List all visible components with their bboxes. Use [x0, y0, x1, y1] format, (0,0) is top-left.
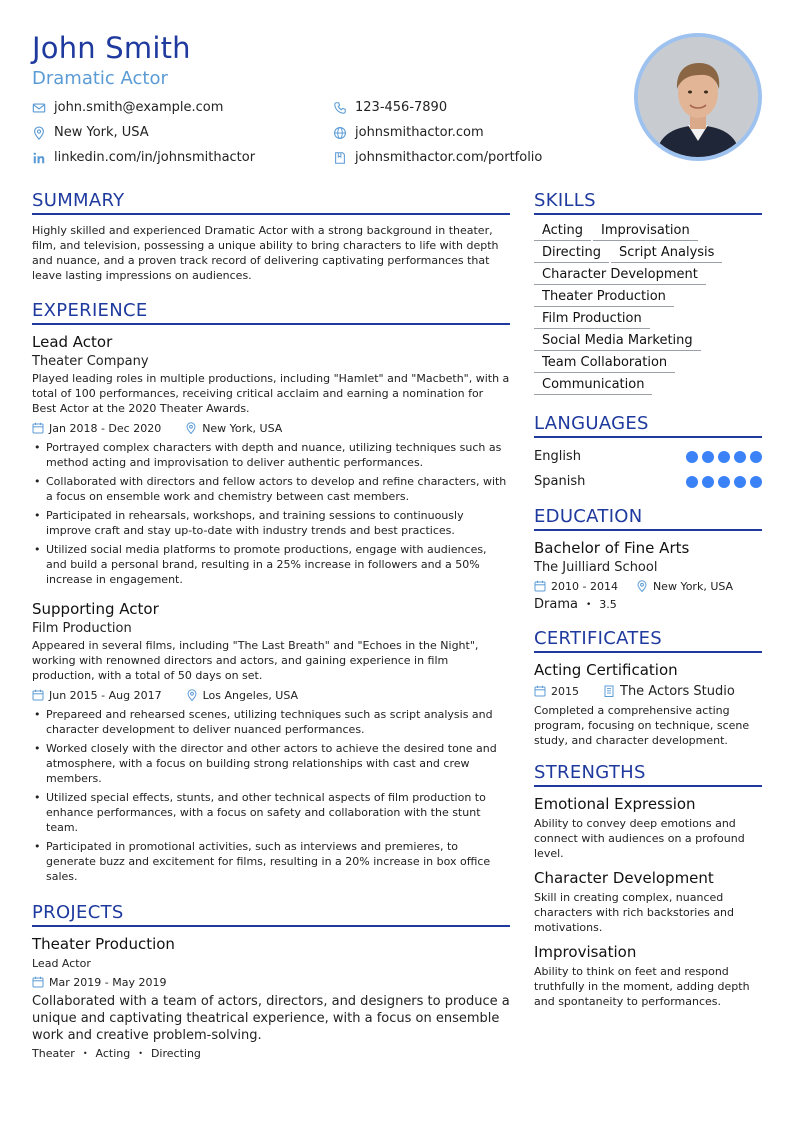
language-row — [534, 444, 762, 469]
level-dot — [734, 451, 746, 463]
language-level — [686, 451, 762, 463]
level-dot — [702, 476, 714, 488]
project-tags — [32, 1047, 510, 1060]
contact-text: john.smith@example.com — [54, 100, 224, 115]
skill-tag: Communication — [534, 377, 652, 395]
school: The Juilliard School — [534, 560, 658, 575]
project-entry — [32, 935, 510, 1060]
skill-tag: Directing — [534, 245, 609, 263]
level-dot — [750, 476, 762, 488]
skills-heading: SKILLS — [534, 190, 762, 215]
project-meta — [32, 974, 510, 990]
skill-tag: Acting — [534, 223, 591, 241]
level-dot — [702, 451, 714, 463]
experience-heading: EXPERIENCE — [32, 300, 510, 325]
summary-heading: SUMMARY — [32, 190, 510, 215]
phone-icon — [333, 101, 347, 115]
project-role: Lead Actor — [32, 957, 91, 970]
strength-title: Improvisation — [534, 943, 637, 961]
contact-text: New York, USA — [54, 125, 149, 140]
level-dot — [750, 451, 762, 463]
certificate-entry — [534, 661, 762, 748]
linkedin-icon — [32, 151, 46, 165]
skill-tag: Improvisation — [593, 223, 698, 241]
certificate-name: Acting Certification — [534, 661, 678, 679]
education-location: New York, USA — [652, 579, 734, 593]
education-meta — [534, 578, 762, 594]
separator: • — [585, 599, 592, 610]
strength-title: Emotional Expression — [534, 795, 696, 813]
languages-list — [534, 444, 762, 494]
education-entry — [534, 539, 762, 612]
strength-item — [534, 943, 762, 1009]
contact-text: johnsmithactor.com/portfolio — [355, 150, 543, 165]
level-dot — [734, 476, 746, 488]
job-location: Los Angeles, USA — [202, 688, 299, 702]
list-item: • Collaborated with directors and fellow actors to develop and refine characters, with a focus on ensemble work and chemistry between cast members. — [32, 474, 510, 504]
email-icon — [32, 101, 46, 115]
location-icon — [186, 689, 198, 701]
strength-item — [534, 795, 762, 861]
field-of-study: Drama — [534, 597, 578, 612]
portfolio-icon — [333, 151, 347, 165]
contact-location — [32, 125, 149, 140]
strengths-heading: STRENGTHS — [534, 762, 762, 787]
skill-tag: Film Production — [534, 311, 650, 329]
contact-text: 123-456-7890 — [355, 100, 448, 115]
education-field-row — [534, 597, 762, 612]
skill-tag: Character Development — [534, 267, 706, 285]
contact-text: linkedin.com/in/johnsmithactor — [54, 150, 256, 165]
job-meta — [32, 420, 510, 436]
language-name: English — [534, 449, 581, 464]
certificates-heading: CERTIFICATES — [534, 628, 762, 653]
skill-tag: Team Collaboration — [534, 355, 675, 373]
experience-entry — [32, 333, 510, 587]
list-item: • Participated in rehearsals, workshops, and training sessions to continuously improve craft and stay up-to-date with industry trends and best practices. — [32, 508, 510, 538]
location-icon — [32, 126, 46, 140]
strength-text: Skill in creating complex, nuanced characters with rich backstories and motivations. — [534, 891, 735, 934]
job-meta — [32, 687, 510, 703]
job-title: Supporting Actor — [32, 600, 159, 618]
project-description: Collaborated with a team of actors, directors, and designers to produce a unique and captivating theatrical experience, with a focus on ensemble work and creative problem-solving. — [32, 994, 510, 1043]
tag: Directing — [150, 1047, 201, 1060]
building-icon — [603, 685, 615, 697]
list-item: • Portrayed complex characters with depth and nuance, utilizing techniques such as method acting and improvisation to deliver authentic performances. — [32, 440, 510, 470]
job-company: Theater Company — [32, 354, 149, 369]
list-item: • Prepareed and rehearsed scenes, utilizing techniques such as script analysis and character development to deliver nuanced performances. — [32, 707, 510, 737]
calendar-icon — [32, 689, 44, 701]
tag: Theater — [32, 1047, 75, 1060]
avatar-image — [638, 37, 758, 157]
candidate-role: Dramatic Actor — [32, 68, 168, 89]
list-item: • Worked closely with the director and other actors to achieve the desired tone and atmosphere, with a focus on building strong relationships with cast and crew members. — [32, 741, 510, 786]
level-dot — [718, 451, 730, 463]
contact-phone[interactable] — [333, 100, 447, 115]
contact-portfolio[interactable] — [333, 150, 542, 165]
job-bullets — [32, 707, 510, 884]
projects-heading: PROJECTS — [32, 902, 510, 927]
degree: Bachelor of Fine Arts — [534, 539, 690, 557]
calendar-icon — [32, 422, 44, 434]
tag-separator: • — [138, 1049, 143, 1058]
profile-photo — [634, 33, 762, 161]
strengths-list — [534, 795, 762, 1009]
language-level — [686, 476, 762, 488]
language-name: Spanish — [534, 474, 586, 489]
list-item: • Utilized social media platforms to promote productions, engage with audiences, and build a personal brand, resulting in a 25% increase in followers and a 50% increase in engagement. — [32, 542, 510, 587]
calendar-icon — [534, 685, 546, 697]
job-bullets — [32, 440, 510, 587]
calendar-icon — [32, 976, 44, 988]
location-icon — [636, 580, 648, 592]
certificate-issuer: The Actors Studio — [620, 683, 735, 699]
strength-text: Ability to convey deep emotions and connect with audiences on a profound level. — [534, 817, 745, 860]
strength-title: Character Development — [534, 869, 714, 887]
list-item: • Utilized special effects, stunts, and other technical aspects of film production to enhance performances, with a focus on safety and collaboration with the stunt team. — [32, 790, 510, 835]
location-icon — [185, 422, 197, 434]
contact-text: johnsmithactor.com — [355, 125, 484, 140]
languages-heading: LANGUAGES — [534, 413, 762, 438]
project-title: Theater Production — [32, 935, 175, 953]
contact-linkedin[interactable] — [32, 150, 255, 165]
job-location: New York, USA — [202, 421, 283, 435]
level-dot — [686, 476, 698, 488]
strength-item — [534, 869, 762, 935]
sidebar-column — [534, 190, 762, 1009]
globe-icon — [333, 126, 347, 140]
main-column — [32, 190, 510, 1060]
language-row — [534, 469, 762, 494]
certificate-year: 2015 — [551, 684, 579, 698]
education-dates: 2010 - 2014 — [551, 579, 618, 593]
contact-email[interactable] — [32, 100, 223, 115]
education-heading: EDUCATION — [534, 506, 762, 531]
tag: Acting — [95, 1047, 131, 1060]
summary-text: Highly skilled and experienced Dramatic Actor with a strong background in theater, film, and television, possessing a unique ability to bring characters to life with depth and nuance, and a proven track record of delivering captivating performances that leave lasting impressions on audiences. — [32, 224, 499, 282]
certificate-description: Completed a comprehensive acting program, focusing on technique, scene study, and character development. — [534, 704, 750, 747]
strength-text: Ability to think on feet and respond truthfully in the moment, adding depth and spontaneity to performances. — [534, 965, 750, 1008]
job-description: Played leading roles in multiple productions, including "Hamlet" and "Macbeth", with a total of 100 performances, receiving critical acclaim and earning a nomination for Best Actor at the 2020 Theater Awards. — [32, 372, 510, 415]
project-dates: Mar 2019 - May 2019 — [49, 975, 167, 989]
job-title: Lead Actor — [32, 333, 113, 351]
experience-entry — [32, 600, 510, 884]
gpa: 3.5 — [599, 598, 617, 611]
candidate-name: John Smith — [32, 31, 191, 65]
list-item: • Participated in promotional activities, such as interviews and premieres, to generate buzz and excitement for films, resulting in a 20% increase in box office sales. — [32, 839, 510, 884]
skill-tag: Script Analysis — [611, 245, 722, 263]
job-dates: Jan 2018 - Dec 2020 — [49, 421, 162, 435]
job-description: Appeared in several films, including "The Last Breath" and "Echoes in the Night", working with renowned directors and actors, and gaining experience in film production, with a total of 50 days on set. — [32, 639, 479, 682]
level-dot — [718, 476, 730, 488]
calendar-icon — [534, 580, 546, 592]
job-dates: Jun 2015 - Aug 2017 — [49, 688, 162, 702]
level-dot — [686, 451, 698, 463]
tag-separator: • — [82, 1049, 88, 1058]
job-company: Film Production — [32, 621, 132, 636]
skills-list — [534, 223, 762, 399]
skill-tag: Social Media Marketing — [534, 333, 701, 351]
certificate-meta — [534, 683, 762, 699]
contact-website[interactable] — [333, 125, 484, 140]
skill-tag: Theater Production — [534, 289, 674, 307]
